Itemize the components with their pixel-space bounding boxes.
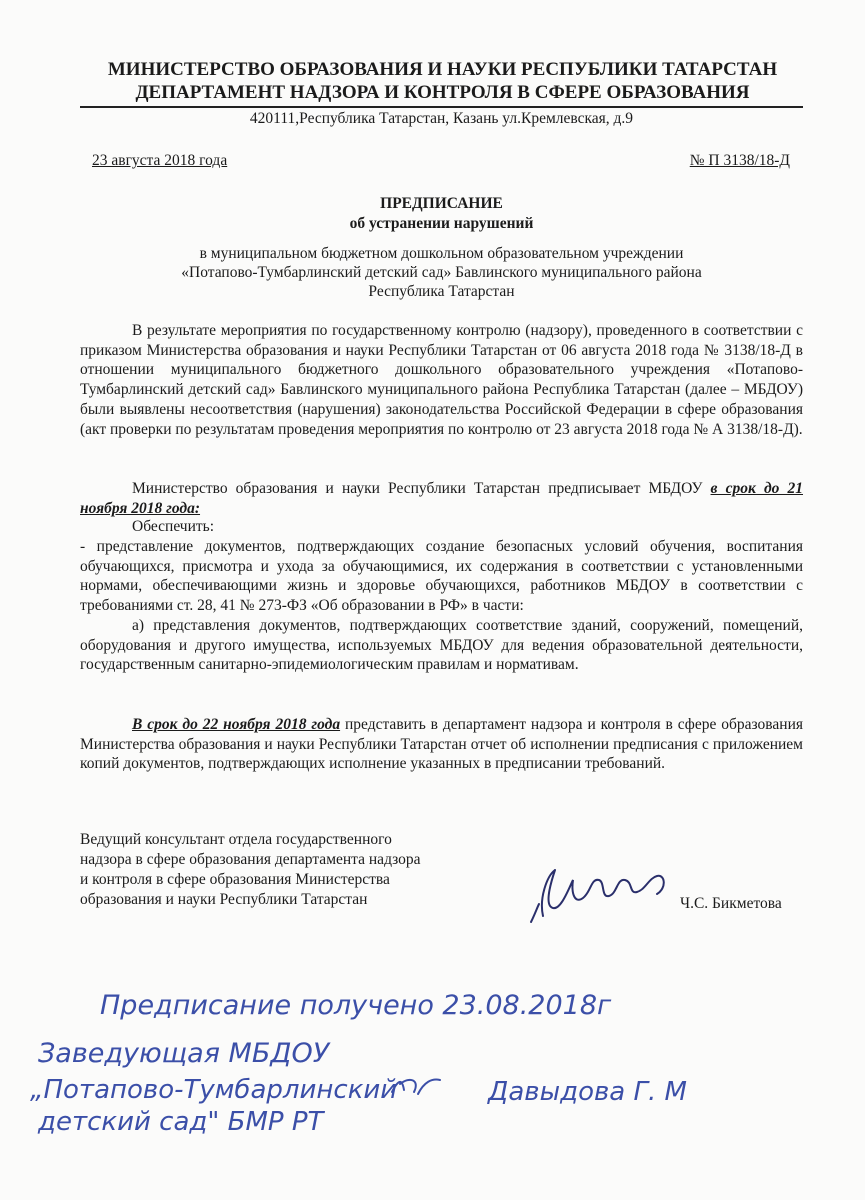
department-name: ДЕПАРТАМЕНТ НАДЗОРА И КОНТРОЛЯ В СФЕРЕ ОБРАЗОВАНИЯ xyxy=(135,82,750,103)
order-text: Министерство образования и науки Республики Татарстан предписывает МБДОУ xyxy=(132,480,711,497)
paragraph-report xyxy=(80,715,803,774)
signer-title-line: Ведущий консультант отдела государственного xyxy=(80,831,392,848)
report-deadline: В срок до 22 ноября 2018 года xyxy=(132,716,341,733)
title-main: ПРЕДПИСАНИЕ xyxy=(380,195,503,212)
signer-name: Ч.С. Бикметова xyxy=(680,895,782,912)
paragraph-ensure: Обеспечить: xyxy=(132,518,215,535)
institution-line: Республика Татарстан xyxy=(368,283,515,300)
header-divider xyxy=(80,106,803,108)
address: 420111,Республика Татарстан, Казань ул.Кремлевская, д.9 xyxy=(249,110,634,127)
signer-title-line: образования и науки Республики Татарстан xyxy=(80,891,368,908)
signer-title xyxy=(80,830,421,910)
paragraph-requirements: - представление документов, подтверждающих создание безопасных условий обучения, воспитания обучающихся, присмотра и ухода за обучающимися, их содержания в соответствии с установленными нормами, обеспечивающими жизнь и здоровье обучающихся, работников МБДОУ в соответствии с требованиями ст. 28, 41 № 273-ФЗ «Об образовании в РФ» в части: xyxy=(80,538,803,615)
handwritten-name: Давыдова Г. М xyxy=(488,1077,687,1107)
official-signature xyxy=(525,858,675,928)
handwritten-org-line: детский сад" БМР РТ xyxy=(38,1107,324,1137)
document-number: № П 3138/18-Д xyxy=(689,152,790,169)
signer-title-line: надзора в сфере образования департамента надзора xyxy=(80,851,421,868)
paragraph-item-a: а) представления документов, подтверждающих соответствие зданий, сооружений, помещений, оборудования и другого имущества, используемых МБДОУ для ведения образовательной деятельности, государственным санитарно-эпидемиологическим правилам и нормативам. xyxy=(80,617,803,674)
paragraph-order xyxy=(80,479,803,518)
document-date: 23 августа 2018 года xyxy=(92,152,228,169)
paragraph-findings: В результате мероприятия по государственному контролю (надзору), проведенного в соответствии с приказом Министерства образования и науки Республики Татарстан от 06 августа 2018 года № 3138/18-Д в отношении муниципального бюджетного дошкольного образовательного учреждения «Потапово-Тумбарлинский детский сад» Бавлинского муниципального района Республика Татарстан (далее – МБДОУ) были выявлены несоответствия (нарушения) законодательства Российской Федерации в сфере образования (акт проверки по результатам проведения мероприятия по контролю от 23 августа 2018 года № А 3138/18-Д). xyxy=(80,322,803,438)
ministry-name: МИНИСТЕРСТВО ОБРАЗОВАНИЯ И НАУКИ РЕСПУБЛИКИ ТАТАРСТАН xyxy=(107,59,778,80)
handwritten-org-line: „Потапово-Тумбарлинский xyxy=(30,1075,398,1105)
institution-block xyxy=(80,244,803,301)
handwritten-received: Предписание получено 23.08.2018г xyxy=(100,990,612,1021)
handwritten-position: Заведующая МБДОУ xyxy=(38,1038,330,1069)
title-sub: об устранении нарушений xyxy=(349,215,534,232)
handwritten-receipt xyxy=(0,980,865,1150)
institution-line: в муниципальном бюджетном дошкольном образовательном учреждении xyxy=(199,245,684,262)
order-deadline: в срок до 21 ноября 2018 года: xyxy=(80,480,803,517)
institution-line: «Потапово-Тумбарлинский детский сад» Бавлинского муниципального района xyxy=(181,264,702,281)
document-title xyxy=(80,194,803,234)
report-text: представить в департамент надзора и контроля в сфере образования Министерства образования и науки Республики Татарстан отчет об исполнении предписания с приложением копий документов, подтверждающих исполнение указанных в предписании требований. xyxy=(80,716,804,773)
letterhead xyxy=(70,58,815,104)
signer-title-line: и контроля в сфере образования Министерства xyxy=(80,871,390,888)
recipient-signature xyxy=(392,1080,440,1094)
